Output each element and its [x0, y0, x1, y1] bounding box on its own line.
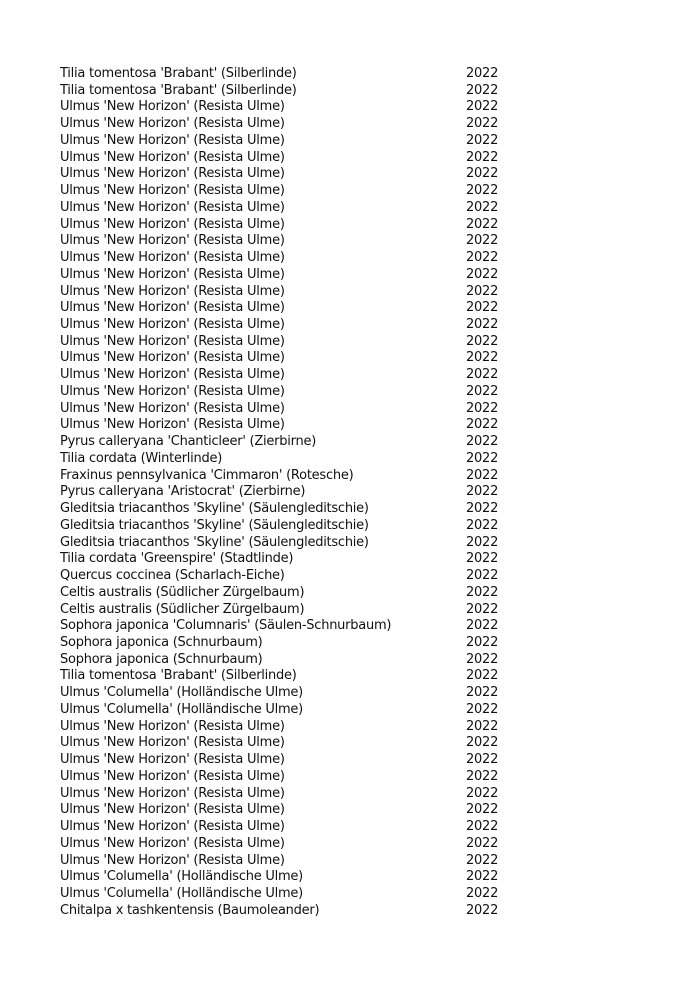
tree-name: Sophora japonica 'Columnaris' (Säulen-Schnurbaum) — [60, 618, 392, 634]
tree-name: Sophora japonica (Schnurbaum) — [60, 634, 263, 650]
planting-year: 2022 — [466, 250, 499, 266]
planting-year: 2022 — [466, 400, 499, 416]
tree-name: Ulmus 'New Horizon' (Resista Ulme) — [60, 300, 285, 316]
tree-name: Celtis australis (Südlicher Zürgelbaum) — [60, 584, 305, 600]
tree-name: Tilia tomentosa 'Brabant' (Silberlinde) — [60, 66, 297, 81]
planting-year: 2022 — [466, 885, 499, 901]
list-item — [60, 518, 520, 535]
planting-year: 2022 — [466, 718, 499, 734]
planting-year: 2022 — [466, 317, 499, 333]
planting-year: 2022 — [466, 685, 499, 701]
tree-name: Ulmus 'New Horizon' (Resista Ulme) — [60, 99, 285, 115]
planting-year: 2022 — [466, 434, 499, 450]
planting-year: 2022 — [466, 852, 499, 868]
list-item — [60, 752, 520, 769]
planting-year: 2022 — [466, 501, 499, 517]
list-item — [60, 317, 520, 334]
list-item — [60, 802, 520, 819]
tree-name: Pyrus calleryana 'Chanticleer' (Zierbirne) — [60, 434, 317, 450]
planting-year: 2022 — [466, 183, 499, 199]
list-item — [60, 200, 520, 217]
planting-year: 2022 — [466, 266, 499, 282]
tree-name: Ulmus 'Columella' (Holländische Ulme) — [60, 685, 303, 701]
tree-name: Celtis australis (Südlicher Zürgelbaum) — [60, 601, 305, 617]
list-item — [60, 501, 520, 518]
list-item — [60, 869, 520, 886]
list-item — [60, 250, 520, 267]
planting-year: 2022 — [466, 752, 499, 768]
planting-year: 2022 — [466, 819, 499, 835]
list-item — [60, 551, 520, 568]
tree-name: Ulmus 'New Horizon' (Resista Ulme) — [60, 233, 285, 249]
list-item — [60, 836, 520, 853]
tree-name: Ulmus 'Columella' (Holländische Ulme) — [60, 701, 303, 717]
planting-year: 2022 — [466, 902, 499, 918]
tree-name: Tilia cordata (Winterlinde) — [60, 450, 223, 466]
list-item — [60, 133, 520, 150]
planting-year: 2022 — [466, 283, 499, 299]
list-item — [60, 585, 520, 602]
list-item — [60, 451, 520, 468]
planting-year: 2022 — [466, 551, 499, 567]
tree-name: Ulmus 'New Horizon' (Resista Ulme) — [60, 718, 285, 734]
planting-year: 2022 — [466, 668, 499, 684]
tree-name: Ulmus 'New Horizon' (Resista Ulme) — [60, 835, 285, 851]
tree-name: Ulmus 'New Horizon' (Resista Ulme) — [60, 367, 285, 383]
planting-year: 2022 — [466, 651, 499, 667]
list-item — [60, 401, 520, 418]
tree-name: Pyrus calleryana 'Aristocrat' (Zierbirne) — [60, 484, 306, 500]
planting-year: 2022 — [466, 132, 499, 148]
tree-name: Ulmus 'New Horizon' (Resista Ulme) — [60, 350, 285, 366]
tree-name: Ulmus 'Columella' (Holländische Ulme) — [60, 869, 303, 885]
list-item — [60, 903, 520, 920]
list-item — [60, 217, 520, 234]
planting-year: 2022 — [466, 568, 499, 584]
list-item — [60, 719, 520, 736]
list-item — [60, 384, 520, 401]
planting-year: 2022 — [466, 517, 499, 533]
tree-name: Ulmus 'New Horizon' (Resista Ulme) — [60, 266, 285, 282]
tree-name: Ulmus 'New Horizon' (Resista Ulme) — [60, 199, 285, 215]
tree-name: Ulmus 'New Horizon' (Resista Ulme) — [60, 417, 285, 433]
planting-year: 2022 — [466, 484, 499, 500]
tree-name: Ulmus 'New Horizon' (Resista Ulme) — [60, 400, 285, 416]
tree-name: Tilia cordata 'Greenspire' (Stadtlinde) — [60, 551, 294, 567]
tree-name: Ulmus 'New Horizon' (Resista Ulme) — [60, 333, 285, 349]
planting-year: 2022 — [466, 383, 499, 399]
planting-year: 2022 — [466, 116, 499, 132]
list-item — [60, 618, 520, 635]
list-item — [60, 267, 520, 284]
list-item — [60, 769, 520, 786]
planting-year: 2022 — [466, 199, 499, 215]
planting-year: 2022 — [466, 768, 499, 784]
planting-year: 2022 — [466, 735, 499, 751]
planting-year: 2022 — [466, 450, 499, 466]
tree-name: Ulmus 'Columella' (Holländische Ulme) — [60, 885, 303, 901]
list-item — [60, 166, 520, 183]
tree-name: Ulmus 'New Horizon' (Resista Ulme) — [60, 819, 285, 835]
list-item — [60, 635, 520, 652]
tree-name: Ulmus 'New Horizon' (Resista Ulme) — [60, 383, 285, 399]
list-item — [60, 819, 520, 836]
tree-name: Ulmus 'New Horizon' (Resista Ulme) — [60, 116, 285, 132]
list-item — [60, 886, 520, 903]
list-item — [60, 417, 520, 434]
list-item — [60, 150, 520, 167]
tree-name: Ulmus 'New Horizon' (Resista Ulme) — [60, 317, 285, 333]
list-item — [60, 786, 520, 803]
planting-year: 2022 — [466, 166, 499, 182]
planting-year: 2022 — [466, 534, 499, 550]
tree-name: Ulmus 'New Horizon' (Resista Ulme) — [60, 183, 285, 199]
planting-year: 2022 — [466, 367, 499, 383]
planting-year: 2022 — [466, 149, 499, 165]
list-item — [60, 853, 520, 870]
planting-year: 2022 — [466, 785, 499, 801]
planting-year: 2022 — [466, 869, 499, 885]
planting-year: 2022 — [466, 802, 499, 818]
list-item — [60, 99, 520, 116]
tree-name: Ulmus 'New Horizon' (Resista Ulme) — [60, 735, 285, 751]
planting-year: 2022 — [466, 417, 499, 433]
planting-year: 2022 — [466, 835, 499, 851]
planting-year: 2022 — [466, 82, 499, 98]
list-item — [60, 367, 520, 384]
planting-year: 2022 — [466, 99, 499, 115]
planting-year: 2022 — [466, 233, 499, 249]
list-item — [60, 83, 520, 100]
planting-year: 2022 — [466, 467, 499, 483]
tree-name: Ulmus 'New Horizon' (Resista Ulme) — [60, 802, 285, 818]
tree-name: Fraxinus pennsylvanica 'Cimmaron' (Rotesche) — [60, 467, 354, 483]
tree-name: Gleditsia triacanthos 'Skyline' (Säulengleditschie) — [60, 534, 369, 550]
tree-list — [60, 66, 520, 919]
planting-year: 2022 — [466, 601, 499, 617]
list-item — [60, 468, 520, 485]
tree-name: Ulmus 'New Horizon' (Resista Ulme) — [60, 149, 285, 165]
tree-name: Gleditsia triacanthos 'Skyline' (Säulengleditschie) — [60, 501, 369, 517]
list-item — [60, 434, 520, 451]
planting-year: 2022 — [466, 350, 499, 366]
list-item — [60, 735, 520, 752]
list-item — [60, 233, 520, 250]
list-item — [60, 183, 520, 200]
tree-name: Chitalpa x tashkentensis (Baumoleander) — [60, 902, 320, 918]
list-item — [60, 350, 520, 367]
list-item — [60, 652, 520, 669]
tree-name: Ulmus 'New Horizon' (Resista Ulme) — [60, 852, 285, 868]
tree-name: Ulmus 'New Horizon' (Resista Ulme) — [60, 132, 285, 148]
tree-name: Sophora japonica (Schnurbaum) — [60, 651, 263, 667]
tree-name: Ulmus 'New Horizon' (Resista Ulme) — [60, 166, 285, 182]
planting-year: 2022 — [466, 701, 499, 717]
planting-year: 2022 — [466, 634, 499, 650]
list-item — [60, 535, 520, 552]
tree-name: Ulmus 'New Horizon' (Resista Ulme) — [60, 283, 285, 299]
tree-name: Tilia tomentosa 'Brabant' (Silberlinde) — [60, 82, 297, 98]
list-item — [60, 334, 520, 351]
list-item — [60, 568, 520, 585]
planting-year: 2022 — [466, 300, 499, 316]
list-item — [60, 668, 520, 685]
planting-year: 2022 — [466, 216, 499, 232]
list-item — [60, 602, 520, 619]
tree-name: Ulmus 'New Horizon' (Resista Ulme) — [60, 250, 285, 266]
list-item — [60, 66, 520, 83]
planting-year: 2022 — [466, 584, 499, 600]
planting-year: 2022 — [466, 333, 499, 349]
list-item — [60, 484, 520, 501]
planting-year: 2022 — [466, 66, 499, 81]
tree-name: Tilia tomentosa 'Brabant' (Silberlinde) — [60, 668, 297, 684]
list-item — [60, 300, 520, 317]
tree-name: Quercus coccinea (Scharlach-Eiche) — [60, 568, 285, 584]
tree-name: Ulmus 'New Horizon' (Resista Ulme) — [60, 785, 285, 801]
list-item — [60, 284, 520, 301]
planting-year: 2022 — [466, 618, 499, 634]
tree-name: Ulmus 'New Horizon' (Resista Ulme) — [60, 768, 285, 784]
list-item — [60, 685, 520, 702]
list-item — [60, 116, 520, 133]
tree-name: Gleditsia triacanthos 'Skyline' (Säulengleditschie) — [60, 517, 369, 533]
tree-name: Ulmus 'New Horizon' (Resista Ulme) — [60, 752, 285, 768]
list-item — [60, 702, 520, 719]
tree-name: Ulmus 'New Horizon' (Resista Ulme) — [60, 216, 285, 232]
